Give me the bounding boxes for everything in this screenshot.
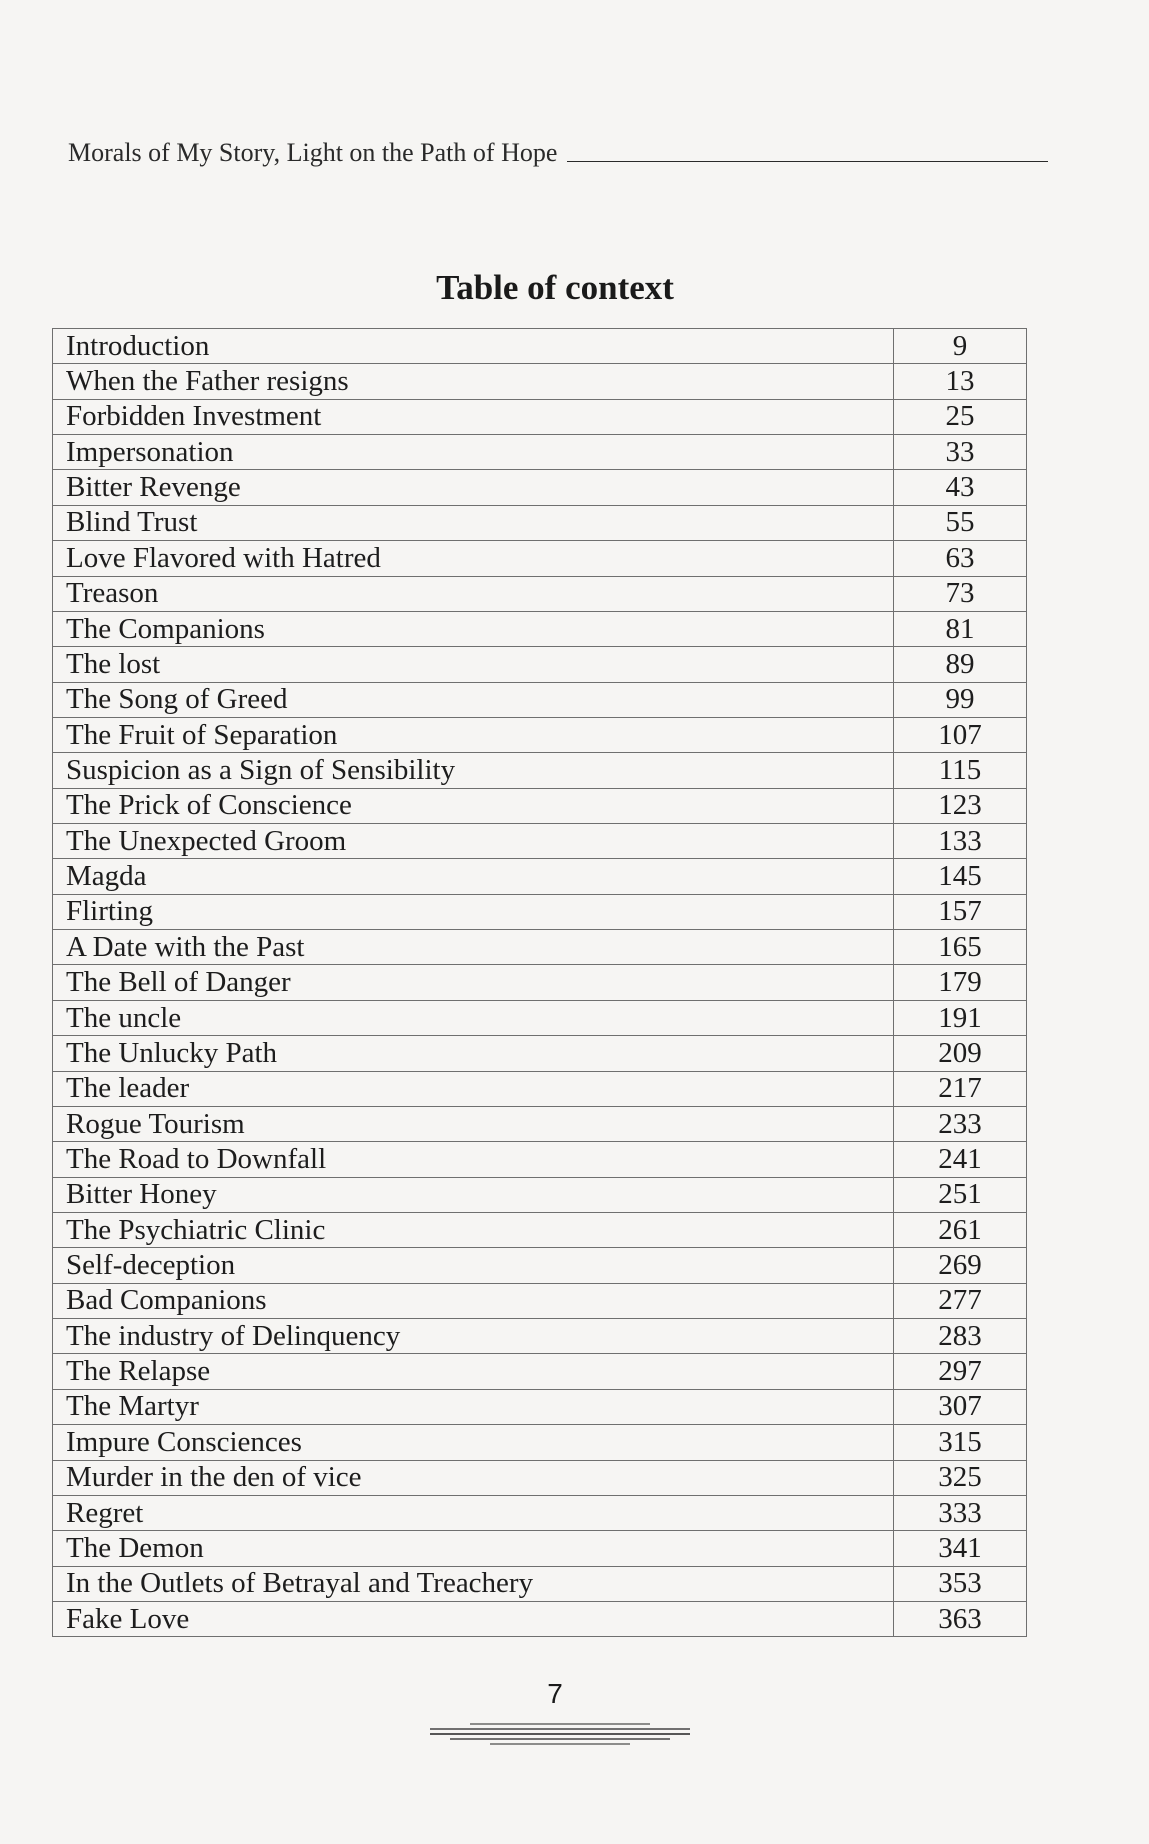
toc-row	[53, 682, 1027, 717]
toc-row	[53, 788, 1027, 823]
toc-entry-page: 315	[894, 1425, 1027, 1460]
toc-entry-page: 261	[894, 1212, 1027, 1247]
toc-entry-page: 341	[894, 1531, 1027, 1566]
toc-entry-page: 89	[894, 647, 1027, 682]
toc-entry-title: The Relapse	[53, 1354, 894, 1389]
toc-entry-page: 179	[894, 965, 1027, 1000]
toc-entry-title: Suspicion as a Sign of Sensibility	[53, 753, 894, 788]
toc-row	[53, 859, 1027, 894]
toc-entry-title: The Prick of Conscience	[53, 788, 894, 823]
toc-entry-page: 115	[894, 753, 1027, 788]
toc-entry-page: 333	[894, 1495, 1027, 1530]
toc-entry-title: The uncle	[53, 1000, 894, 1035]
toc-entry-title: The Fruit of Separation	[53, 717, 894, 752]
toc-row	[53, 1566, 1027, 1601]
toc-row	[53, 1000, 1027, 1035]
toc-entry-title: Fake Love	[53, 1601, 894, 1636]
toc-entry-title: Impersonation	[53, 435, 894, 470]
toc-entry-title: The industry of Delinquency	[53, 1319, 894, 1354]
toc-row	[53, 1212, 1027, 1247]
toc-row	[53, 1283, 1027, 1318]
toc-row	[53, 541, 1027, 576]
toc-row	[53, 930, 1027, 965]
toc-entry-page: 43	[894, 470, 1027, 505]
toc-entry-page: 269	[894, 1248, 1027, 1283]
toc-entry-page: 123	[894, 788, 1027, 823]
toc-entry-title: The Unexpected Groom	[53, 824, 894, 859]
toc-entry-page: 145	[894, 859, 1027, 894]
toc-entry-page: 363	[894, 1601, 1027, 1636]
toc-entry-title: When the Father resigns	[53, 364, 894, 399]
toc-row	[53, 1248, 1027, 1283]
toc-entry-title: The Road to Downfall	[53, 1142, 894, 1177]
toc-entry-page: 283	[894, 1319, 1027, 1354]
toc-entry-title: Bitter Revenge	[53, 470, 894, 505]
toc-row	[53, 470, 1027, 505]
toc-row	[53, 435, 1027, 470]
toc-row	[53, 894, 1027, 929]
toc-row	[53, 576, 1027, 611]
toc-entry-title: The Psychiatric Clinic	[53, 1212, 894, 1247]
toc-entry-title: Bitter Honey	[53, 1177, 894, 1212]
toc-row	[53, 364, 1027, 399]
toc-entry-page: 157	[894, 894, 1027, 929]
toc-row	[53, 965, 1027, 1000]
running-header-title: Morals of My Story, Light on the Path of Hope	[68, 138, 558, 167]
toc-row	[53, 505, 1027, 540]
toc-row	[53, 1106, 1027, 1141]
toc-entry-title: Self-deception	[53, 1248, 894, 1283]
toc-entry-page: 297	[894, 1354, 1027, 1389]
toc-row	[53, 1142, 1027, 1177]
footer-ornament	[430, 1718, 690, 1752]
toc-entry-page: 9	[894, 329, 1027, 364]
toc-entry-title: The leader	[53, 1071, 894, 1106]
toc-entry-title: Magda	[53, 859, 894, 894]
toc-row	[53, 611, 1027, 646]
toc-row	[53, 399, 1027, 434]
toc-entry-title: Regret	[53, 1495, 894, 1530]
toc-entry-page: 33	[894, 435, 1027, 470]
toc-entry-page: 165	[894, 930, 1027, 965]
toc-entry-title: Forbidden Investment	[53, 399, 894, 434]
toc-entry-title: Murder in the den of vice	[53, 1460, 894, 1495]
toc-row	[53, 1495, 1027, 1530]
toc-row	[53, 1071, 1027, 1106]
toc-entry-title: Blind Trust	[53, 505, 894, 540]
toc-entry-page: 99	[894, 682, 1027, 717]
toc-row	[53, 717, 1027, 752]
toc-row	[53, 1425, 1027, 1460]
toc-title: Table of context	[436, 268, 674, 307]
toc-row	[53, 824, 1027, 859]
toc-row	[53, 329, 1027, 364]
toc-entry-title: The lost	[53, 647, 894, 682]
toc-row	[53, 1460, 1027, 1495]
toc-row	[53, 1389, 1027, 1424]
toc-row	[53, 1601, 1027, 1636]
toc-entry-page: 63	[894, 541, 1027, 576]
toc-entry-page: 55	[894, 505, 1027, 540]
toc-row	[53, 1177, 1027, 1212]
toc-entry-page: 307	[894, 1389, 1027, 1424]
toc-entry-title: A Date with the Past	[53, 930, 894, 965]
toc-entry-page: 133	[894, 824, 1027, 859]
toc-entry-page: 209	[894, 1036, 1027, 1071]
toc-entry-title: The Demon	[53, 1531, 894, 1566]
toc-row	[53, 753, 1027, 788]
toc-entry-page: 251	[894, 1177, 1027, 1212]
page-number: 7	[547, 1678, 563, 1709]
running-header	[68, 132, 1048, 168]
toc-entry-title: The Martyr	[53, 1389, 894, 1424]
toc-entry-title: The Song of Greed	[53, 682, 894, 717]
toc-entry-page: 13	[894, 364, 1027, 399]
toc-entry-page: 73	[894, 576, 1027, 611]
toc-entry-page: 325	[894, 1460, 1027, 1495]
toc-row	[53, 1036, 1027, 1071]
toc-entry-title: The Bell of Danger	[53, 965, 894, 1000]
toc-entry-title: Treason	[53, 576, 894, 611]
toc-row	[53, 1531, 1027, 1566]
toc-entry-page: 217	[894, 1071, 1027, 1106]
toc-row	[53, 1354, 1027, 1389]
toc-entry-page: 233	[894, 1106, 1027, 1141]
header-rule	[567, 161, 1048, 162]
toc-table	[52, 328, 1027, 1637]
toc-entry-title: The Unlucky Path	[53, 1036, 894, 1071]
toc-entry-page: 81	[894, 611, 1027, 646]
toc-entry-title: Impure Consciences	[53, 1425, 894, 1460]
toc-entry-page: 107	[894, 717, 1027, 752]
toc-body	[53, 329, 1027, 1637]
toc-entry-title: Introduction	[53, 329, 894, 364]
toc-entry-title: Love Flavored with Hatred	[53, 541, 894, 576]
toc-entry-page: 277	[894, 1283, 1027, 1318]
toc-entry-title: The Companions	[53, 611, 894, 646]
toc-entry-title: Bad Companions	[53, 1283, 894, 1318]
toc-entry-title: Rogue Tourism	[53, 1106, 894, 1141]
toc-entry-page: 241	[894, 1142, 1027, 1177]
toc-entry-title: In the Outlets of Betrayal and Treachery	[53, 1566, 894, 1601]
toc-row	[53, 1319, 1027, 1354]
toc-entry-page: 353	[894, 1566, 1027, 1601]
toc-entry-title: Flirting	[53, 894, 894, 929]
toc-entry-page: 25	[894, 399, 1027, 434]
toc-entry-page: 191	[894, 1000, 1027, 1035]
toc-row	[53, 647, 1027, 682]
